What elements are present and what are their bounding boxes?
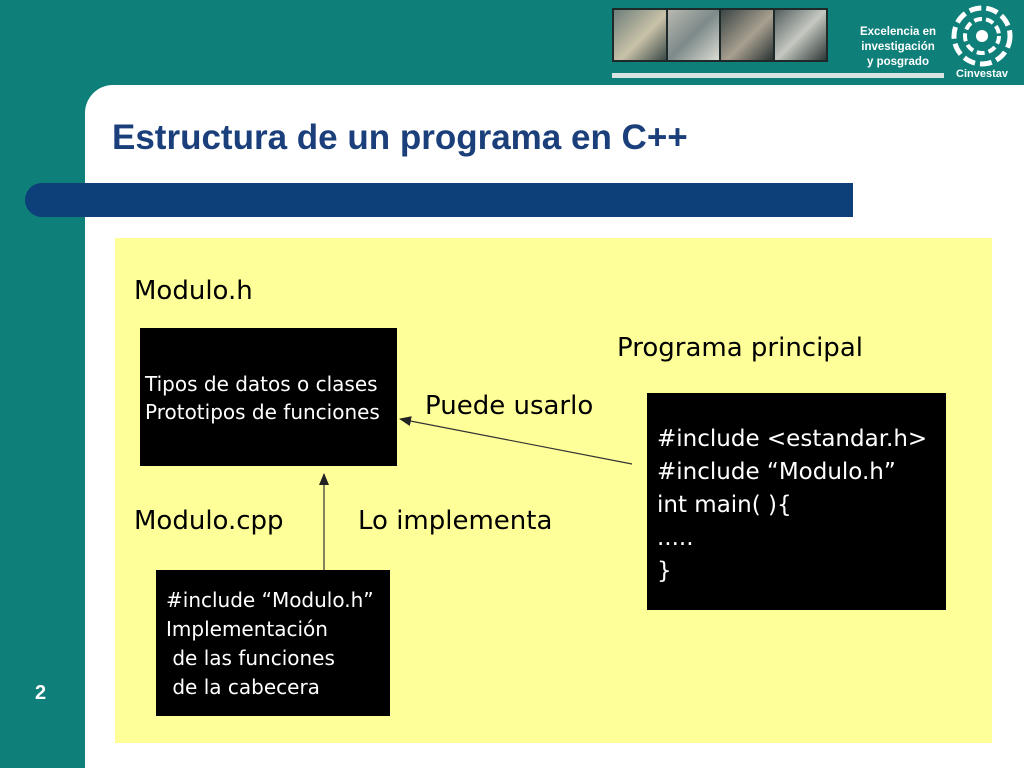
- lo-implementa-label: Lo implementa: [358, 506, 553, 536]
- impl-box-line: de las funciones: [166, 646, 335, 670]
- puede-usarlo-label: Puede usarlo: [425, 391, 594, 421]
- main-box-line: #include “Modulo.h”: [657, 459, 896, 485]
- header-box-line: Prototipos de funciones: [145, 400, 380, 424]
- uses-arrow: [400, 419, 632, 464]
- impl-box-line: #include “Modulo.h”: [166, 588, 374, 612]
- brand-name: Cinvestav: [956, 68, 1008, 80]
- main-box-line: #include <estandar.h>: [657, 426, 928, 452]
- brand-slogan-line: Excelencia en: [859, 26, 937, 38]
- slide-title: Estructura de un programa en C++: [112, 118, 688, 157]
- modulo-cpp-label: Modulo.cpp: [134, 506, 284, 536]
- main-box-line: int main( ){: [657, 492, 792, 518]
- main-box-line: .....: [657, 525, 694, 551]
- main-box-line: }: [657, 558, 672, 584]
- programa-principal-label: Programa principal: [617, 333, 863, 363]
- brand-slogan-line: y posgrado: [867, 56, 929, 68]
- modulo-h-label: Modulo.h: [134, 276, 253, 306]
- brand-slogan-line: investigación: [861, 41, 935, 53]
- header-box-line: Tipos de datos o clases: [145, 372, 378, 396]
- impl-box-line: de la cabecera: [166, 675, 320, 699]
- page-number: 2: [35, 682, 47, 704]
- impl-box-line: Implementación: [166, 617, 328, 641]
